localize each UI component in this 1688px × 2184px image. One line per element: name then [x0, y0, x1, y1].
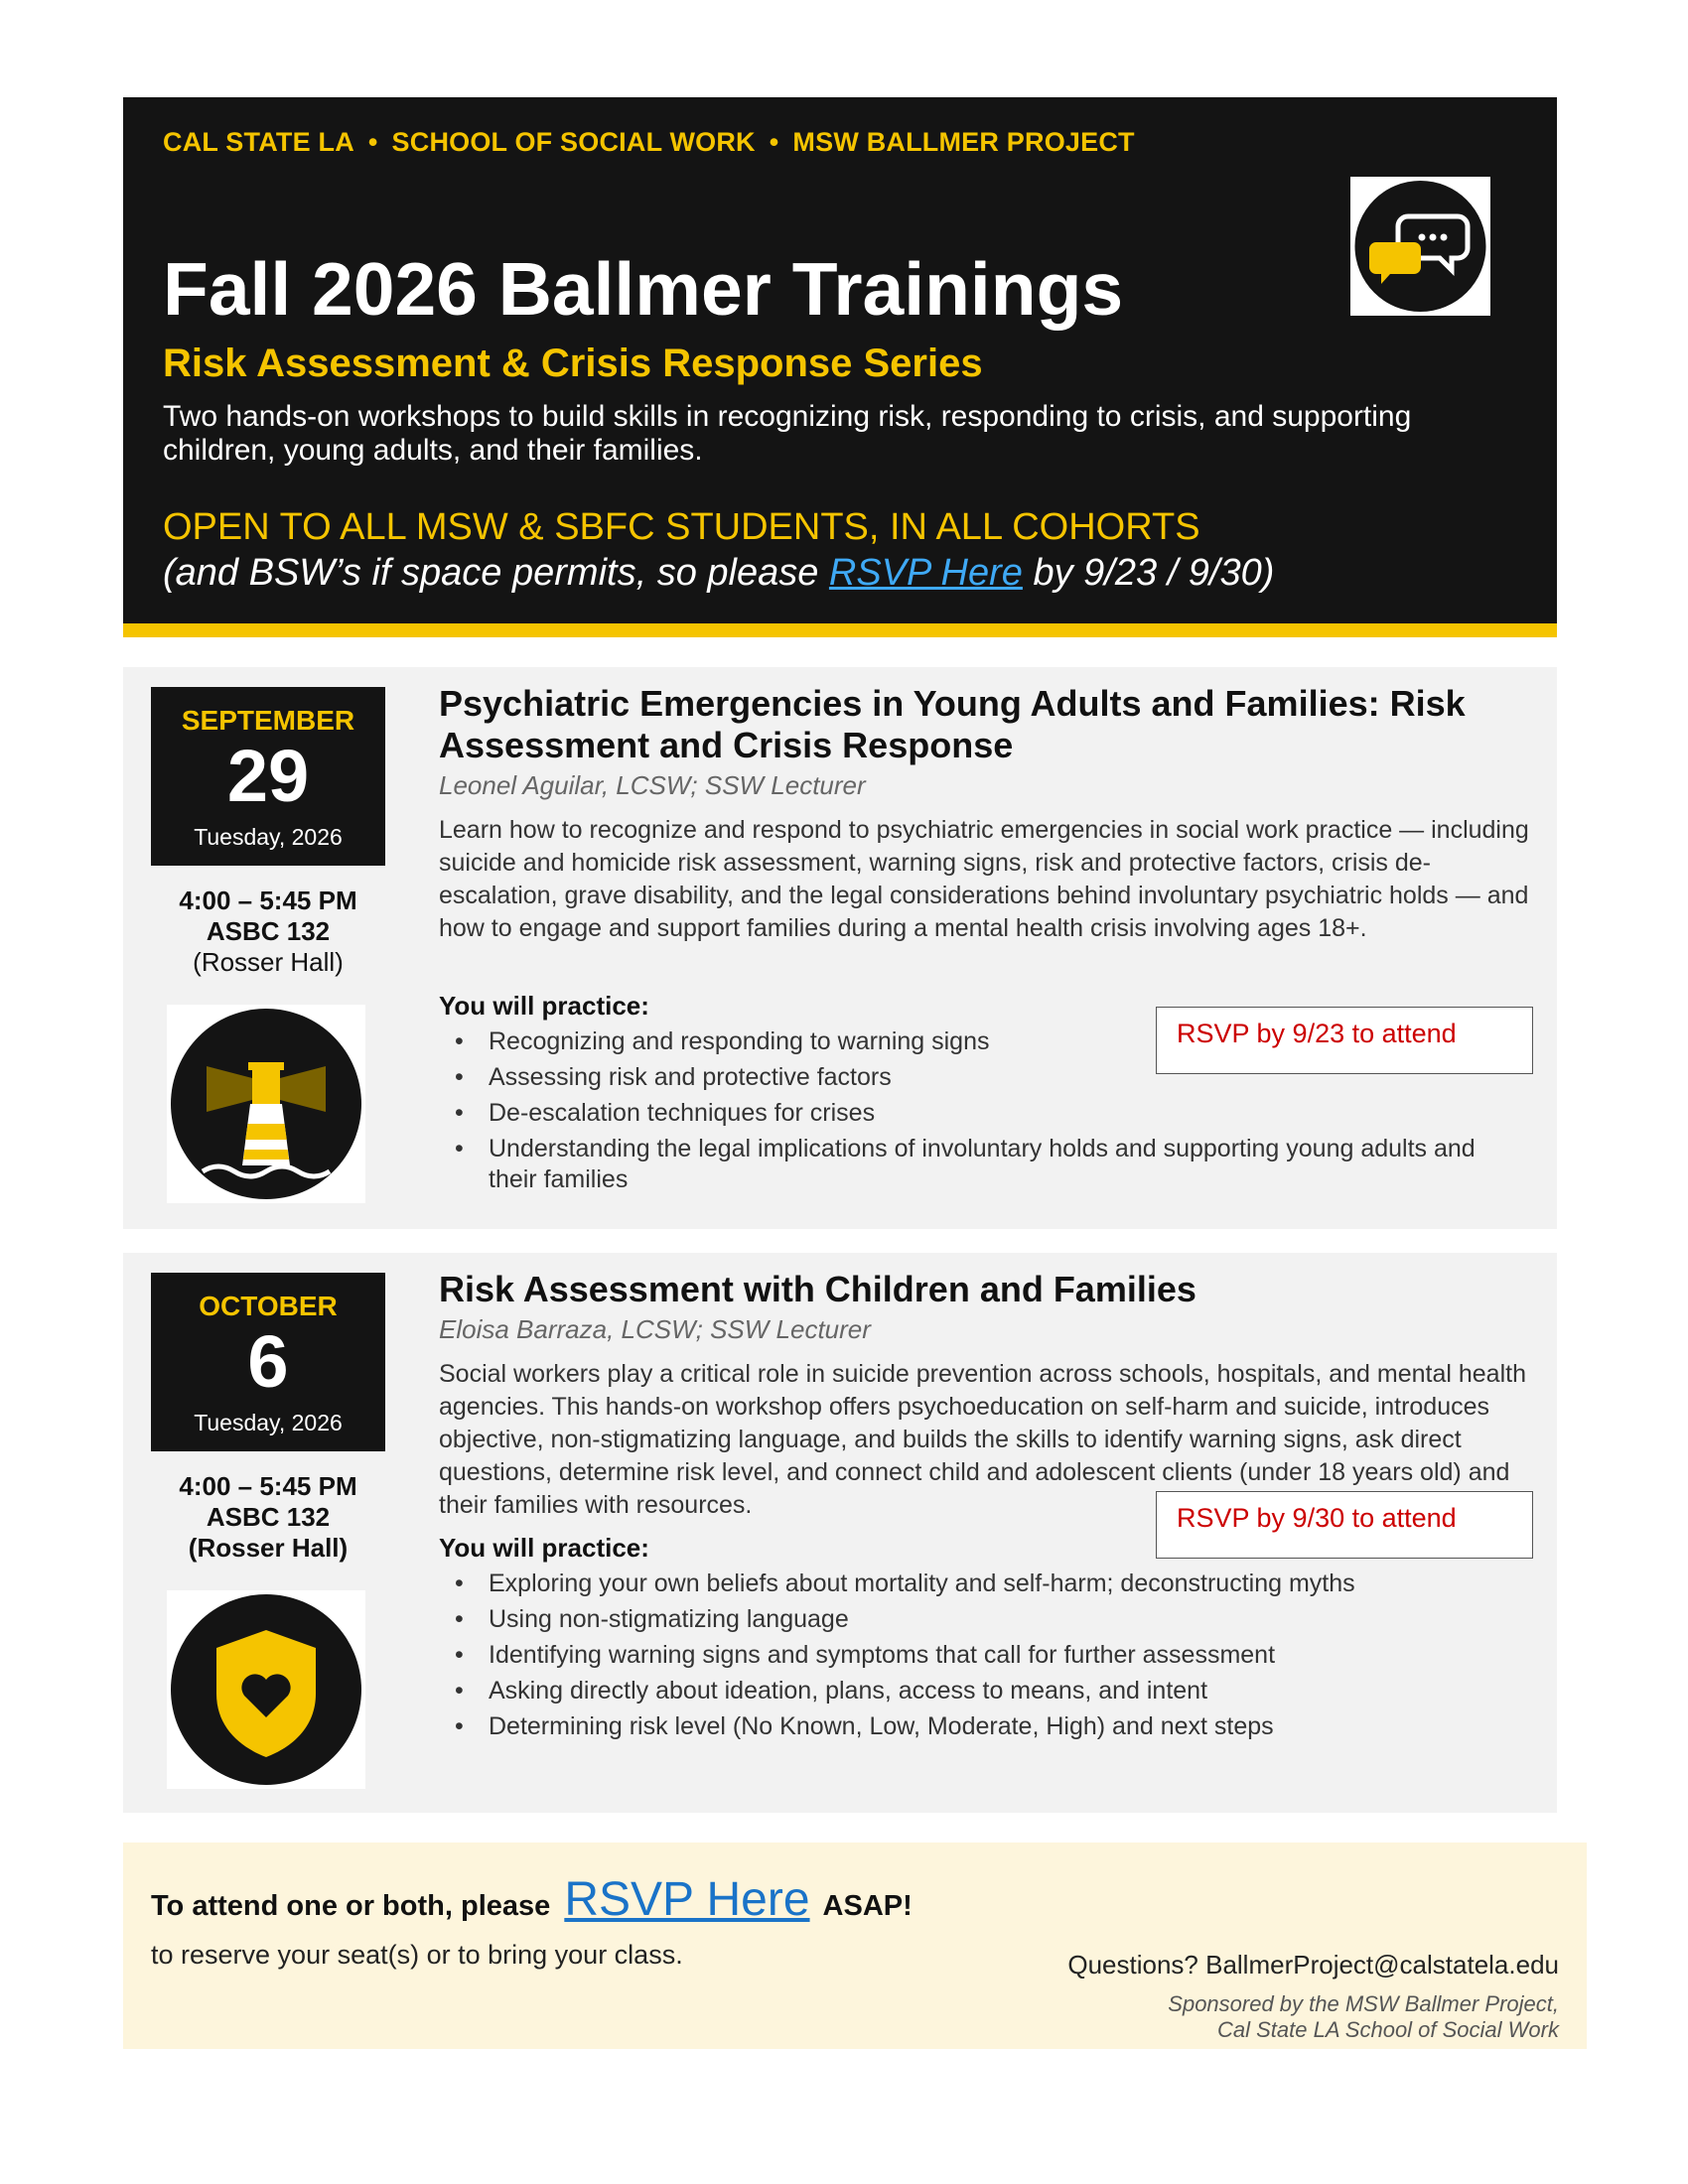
event-title: Psychiatric Emergencies in Young Adults and Families: Risk Assessment and Crisis Response — [439, 683, 1466, 765]
eligibility-note — [163, 552, 1274, 595]
header-kicker — [163, 127, 1135, 158]
date-day: 6 — [247, 1320, 289, 1403]
rsvp-deadline-box: RSVP by 9/23 to attend — [1156, 1007, 1533, 1074]
rsvp-deadline-box: RSVP by 9/30 to attend — [1156, 1491, 1533, 1559]
lighthouse-icon — [167, 1005, 365, 1203]
practice-heading: You will practice: — [439, 991, 649, 1021]
list-item: • De-escalation techniques for crises — [439, 1098, 1541, 1129]
event-time: 4:00 – 5:45 PM — [179, 886, 357, 915]
date-month: SEPTEMBER — [181, 705, 355, 736]
list-item: • Assessing risk and protective factors — [439, 1062, 1541, 1093]
event-location — [151, 886, 385, 978]
event-card-october — [123, 1253, 1557, 1813]
list-item: • Exploring your own beliefs about mortality and self-harm; deconstructing myths — [439, 1569, 1541, 1599]
date-box — [151, 1273, 385, 1451]
shield-heart-icon — [167, 1590, 365, 1789]
rsvp-link-header[interactable]: RSVP Here — [828, 552, 1023, 594]
list-item: • Recognizing and responding to warning signs — [439, 1026, 1541, 1057]
event-building: (Rosser Hall) — [193, 947, 344, 977]
header-accent-bar — [123, 623, 1557, 637]
series-description: Two hands-on workshops to build skills in recognizing risk, responding to crisis, and supporting children, young adults, and their families. — [163, 400, 1412, 467]
page-subtitle: Risk Assessment & Crisis Response Series — [163, 341, 983, 385]
event-description: Learn how to recognize and respond to psychiatric emergencies in social work practice — including suicide and homicide risk assessment, warning signs, risk and protective factors, crisis de-escalation, grave disability, and the legal considerations behind involuntary psychiatric holds — and how to engage and support families during a mental health crisis involving ages 18+. — [439, 816, 1529, 942]
sponsor-line-2: Cal State LA School of Social Work — [1216, 2017, 1559, 2042]
note-after: by 9/23 / 9/30) — [1022, 552, 1275, 594]
practice-list — [439, 1569, 1541, 1747]
rsvp-link-footer[interactable]: RSVP Here — [564, 1873, 810, 1926]
event-room: ASBC 132 — [206, 1502, 331, 1532]
list-item: • Determining risk level (No Known, Low, Moderate, High) and next steps — [439, 1711, 1541, 1742]
event-description: Social workers play a critical role in suicide prevention across schools, hospitals, and mental health agencies. This hands-on workshop offers psychoeducation on self-harm and suicide, introduces objective, non-stigmatizing language, and builds the skills to identify warning signs, ask direct questions, determine risk level, and connect child and adolescent clients (under 18 years old) and their families with resources. — [439, 1360, 1526, 1519]
page-title: Fall 2026 Ballmer Trainings — [163, 247, 1124, 331]
kicker-project: MSW BALLMER PROJECT — [792, 127, 1135, 157]
date-weekday: Tuesday, 2026 — [194, 1410, 343, 1435]
cta-before: To attend one or both, please — [151, 1890, 551, 1922]
event-speaker: Eloisa Barraza, LCSW; SSW Lecturer — [439, 1314, 871, 1344]
list-item: • Using non-stigmatizing language — [439, 1604, 1541, 1635]
chat-bubbles-icon — [1350, 177, 1490, 316]
list-item: • Identifying warning signs and symptoms that call for further assessment — [439, 1640, 1541, 1671]
kicker-university: CAL STATE LA — [163, 127, 354, 157]
sponsor-line-1: Sponsored by the MSW Ballmer Project, — [1168, 1991, 1559, 2016]
event-location — [151, 1471, 385, 1564]
date-day: 29 — [226, 735, 310, 817]
header-banner — [123, 97, 1557, 623]
footer-cta-detail: to reserve your seat(s) or to bring your class. — [151, 1940, 683, 1970]
event-time: 4:00 – 5:45 PM — [179, 1471, 357, 1501]
footer-rsvp-panel — [123, 1843, 1587, 2049]
event-card-september — [123, 667, 1557, 1229]
date-month: OCTOBER — [199, 1291, 338, 1321]
list-item: • Understanding the legal implications of involuntary holds and supporting young adults and their families — [439, 1134, 1521, 1195]
kicker-separator: • — [769, 127, 779, 157]
date-weekday: Tuesday, 2026 — [194, 824, 343, 850]
event-building: (Rosser Hall) — [188, 1533, 349, 1563]
event-room: ASBC 132 — [206, 916, 331, 946]
footer-cta — [151, 1872, 913, 1927]
event-title: Risk Assessment with Children and Families — [439, 1269, 1196, 1309]
list-item: • Asking directly about ideation, plans, access to means, and intent — [439, 1676, 1541, 1706]
kicker-school: SCHOOL OF SOCIAL WORK — [391, 127, 756, 157]
kicker-separator: • — [367, 127, 378, 157]
date-box — [151, 687, 385, 866]
event-speaker: Leonel Aguilar, LCSW; SSW Lecturer — [439, 770, 866, 800]
eligibility-heading: OPEN TO ALL MSW & SBFC STUDENTS, IN ALL COHORTS — [163, 506, 1200, 548]
cta-after: ASAP! — [822, 1890, 913, 1922]
note-before: (and BSW’s if space permits, so please — [163, 552, 829, 594]
practice-heading: You will practice: — [439, 1533, 649, 1563]
contact-email: Questions? BallmerProject@calstatela.edu — [1067, 1950, 1559, 1979]
